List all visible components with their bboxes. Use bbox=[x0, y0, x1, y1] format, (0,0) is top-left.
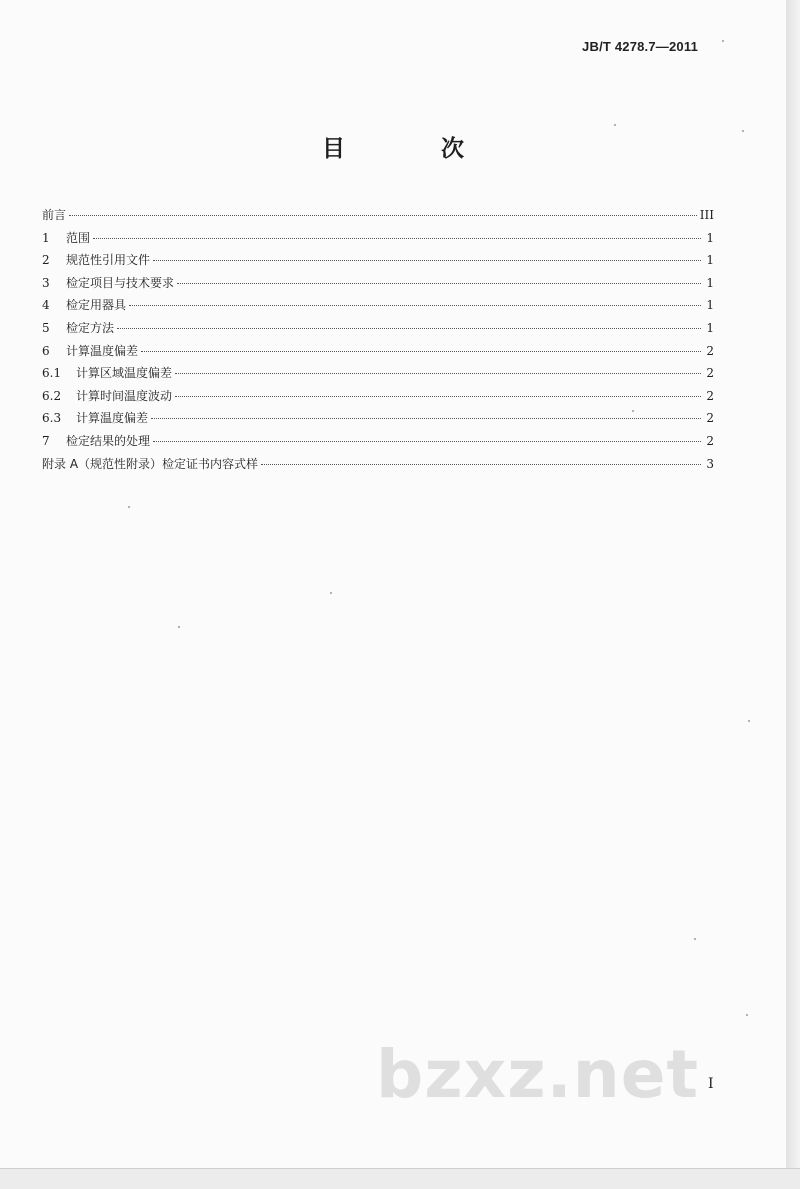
toc-entry-page: 2 bbox=[706, 343, 714, 358]
toc-entry-page: III bbox=[699, 208, 714, 222]
scan-speck bbox=[178, 626, 180, 628]
dot-leader bbox=[93, 238, 701, 239]
toc-entry-label: 检定结果的处理 bbox=[66, 433, 151, 448]
toc-entry-number: 2 bbox=[42, 253, 50, 268]
watermark: bzxz.net bbox=[376, 1036, 700, 1113]
dot-leader bbox=[153, 260, 701, 261]
toc-entry-6-3[interactable] bbox=[42, 407, 714, 430]
toc-entry-number: 7 bbox=[42, 433, 50, 448]
bottom-scroll-strip bbox=[0, 1168, 800, 1189]
standard-number: JB/T 4278.7—2011 bbox=[582, 39, 698, 54]
toc-entry-page: 2 bbox=[706, 366, 714, 381]
toc-entry-page: 1 bbox=[706, 253, 714, 268]
toc-entry-page: 1 bbox=[706, 230, 714, 245]
toc-entry-page: 1 bbox=[706, 275, 714, 290]
toc-entry-label: 检定用器具 bbox=[66, 298, 127, 313]
toc-entry-3[interactable] bbox=[42, 272, 714, 295]
toc-entry-label: 检定项目与技术要求 bbox=[66, 275, 175, 290]
scan-speck bbox=[746, 1014, 748, 1016]
toc-entry-number: 6 bbox=[42, 343, 50, 358]
toc-entry-6-2[interactable] bbox=[42, 385, 714, 408]
toc-entry-number: 5 bbox=[42, 320, 50, 335]
dot-leader bbox=[175, 396, 701, 397]
toc-entry-page: 2 bbox=[706, 388, 714, 403]
dot-leader bbox=[153, 441, 701, 442]
toc-entry-number: 4 bbox=[42, 298, 50, 313]
toc-entry-label: 计算时间温度波动 bbox=[76, 388, 173, 403]
toc-entry-page: 2 bbox=[706, 411, 714, 426]
dot-leader bbox=[261, 464, 701, 465]
toc-entry-number: 3 bbox=[42, 275, 50, 290]
table-of-contents bbox=[42, 204, 714, 475]
toc-entry-page: 3 bbox=[706, 456, 714, 471]
dot-leader bbox=[175, 373, 701, 374]
toc-entry-number: 6.1 bbox=[42, 366, 62, 381]
toc-entry-6[interactable] bbox=[42, 340, 714, 363]
toc-entry-number: 6.2 bbox=[42, 388, 62, 403]
toc-entry-label: 范围 bbox=[66, 230, 91, 245]
toc-entry-number: 6.3 bbox=[42, 411, 62, 426]
dot-leader bbox=[151, 418, 701, 419]
toc-entry-annex-a[interactable] bbox=[42, 453, 714, 476]
toc-entry-5[interactable] bbox=[42, 317, 714, 340]
toc-entry-6-1[interactable] bbox=[42, 362, 714, 385]
dot-leader bbox=[117, 328, 701, 329]
scan-speck bbox=[742, 130, 744, 132]
page-title: 目 次 bbox=[321, 136, 508, 162]
dot-leader bbox=[129, 305, 701, 306]
toc-entry-label: 附录 A（规范性附录）检定证书内容式样 bbox=[42, 456, 259, 471]
toc-entry-7[interactable] bbox=[42, 430, 714, 453]
toc-entry-label: 计算温度偏差 bbox=[66, 343, 139, 358]
toc-entry-label: 计算区域温度偏差 bbox=[76, 366, 173, 381]
toc-entry-page: 1 bbox=[706, 298, 714, 313]
toc-entry-foreword[interactable] bbox=[42, 204, 714, 227]
toc-entry-1[interactable] bbox=[42, 227, 714, 250]
toc-entry-label: 检定方法 bbox=[66, 320, 115, 335]
scan-speck bbox=[632, 410, 634, 412]
page-number: I bbox=[708, 1076, 714, 1092]
scan-speck bbox=[128, 506, 130, 508]
scan-speck bbox=[614, 124, 616, 126]
toc-entry-2[interactable] bbox=[42, 249, 714, 272]
scan-speck bbox=[330, 592, 332, 594]
scan-speck bbox=[748, 720, 750, 722]
page-edge-shadow bbox=[786, 0, 800, 1168]
scan-speck bbox=[694, 938, 696, 940]
dot-leader bbox=[141, 351, 701, 352]
toc-entry-page: 1 bbox=[706, 320, 714, 335]
scan-speck bbox=[722, 40, 724, 42]
toc-entry-page: 2 bbox=[706, 433, 714, 448]
dot-leader bbox=[177, 283, 701, 284]
toc-entry-label: 计算温度偏差 bbox=[76, 411, 149, 426]
toc-entry-label: 规范性引用文件 bbox=[66, 253, 151, 268]
toc-entry-label: 前言 bbox=[42, 208, 67, 222]
toc-entry-number: 1 bbox=[42, 230, 50, 245]
toc-entry-4[interactable] bbox=[42, 294, 714, 317]
dot-leader bbox=[69, 215, 697, 216]
